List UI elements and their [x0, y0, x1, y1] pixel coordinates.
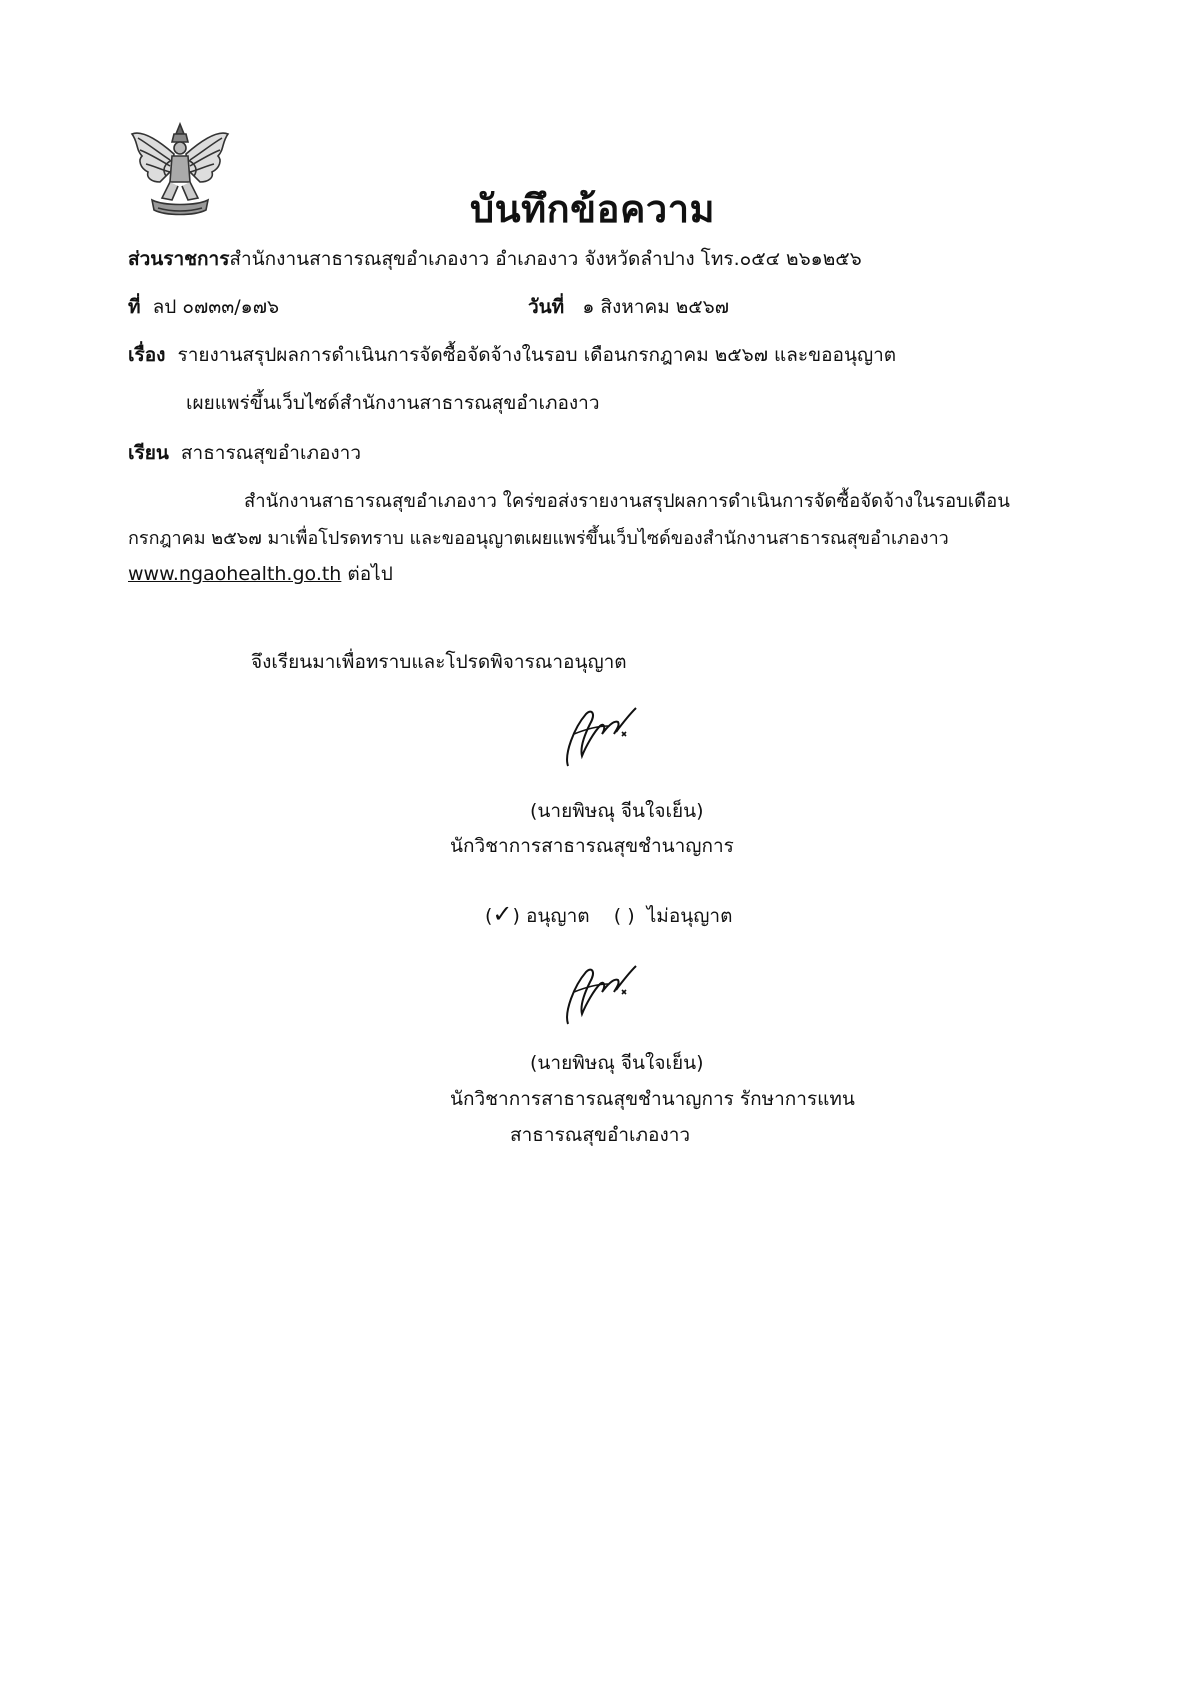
date-line — [528, 292, 729, 322]
agency-label: ส่วนราชการ — [128, 248, 230, 270]
agency-line — [128, 244, 862, 274]
recipient-line — [128, 438, 361, 468]
signature-1-name: (นายพิษณุ จีนใจเย็น) — [530, 800, 704, 822]
approve-option-close-paren: ) — [512, 905, 520, 927]
body-paragraph-line1: สำนักงานสาธารณสุขอำเภองาว ใคร่ขอส่งรายงานสรุปผลการดำเนินการจัดซื้อจัดจ้างในรอบเดือน — [244, 491, 1010, 512]
subject-line — [128, 340, 896, 370]
subject-label: เรื่อง — [128, 344, 166, 366]
signature-2-name: (นายพิษณุ จีนใจเย็น) — [530, 1052, 704, 1074]
approve-option-open-paren: ( — [485, 905, 493, 927]
reference-line — [128, 292, 279, 322]
subject-text-line1: รายงานสรุปผลการดำเนินการจัดซื้อจัดจ้างในรอบ เดือนกรกฎาคม ๒๕๖๗ และขออนุญาต — [177, 344, 897, 366]
approval-options — [485, 901, 732, 931]
date-value: ๑ สิงหาคม ๒๕๖๗ — [582, 296, 730, 318]
deny-option-box: ( ) — [613, 905, 635, 927]
body-paragraph-line3 — [128, 559, 393, 589]
garuda-emblem-icon — [128, 120, 232, 220]
signature-1-position: นักวิชาการสาธารณสุขชำนาญการ — [450, 835, 734, 857]
recipient-value: สาธารณสุขอำเภองาว — [180, 442, 361, 464]
body-paragraph-line2: กรกฎาคม ๒๕๖๗ มาเพื่อโปรดทราบ และขออนุญาตเผยแพร่ขึ้นเว็บไซด์ของสำนักงานสาธารณสุขอำเภองาว — [128, 528, 949, 549]
date-label: วันที่ — [528, 296, 565, 318]
reference-label: ที่ — [128, 296, 141, 318]
signature-1-image — [560, 704, 644, 772]
reference-value: ลป ๐๗๓๓/๑๗๖ — [152, 296, 280, 318]
signature-2-position-line2: สาธารณสุขอำเภองาว — [510, 1124, 691, 1146]
approve-option-label: อนุญาต — [526, 905, 590, 927]
deny-option-label: ไม่อนุญาต — [646, 905, 733, 927]
document-title: บันทึกข้อความ — [470, 187, 716, 231]
website-link[interactable]: www.ngaohealth.go.th — [128, 563, 342, 585]
signature-2-image — [560, 962, 644, 1030]
agency-value: สำนักงานสาธารณสุขอำเภองาว อำเภองาว จังหวัดลำปาง โทร.๐๕๔ ๒๖๑๒๕๖ — [229, 248, 862, 270]
closing-text: จึงเรียนมาเพื่อทราบและโปรดพิจารณาอนุญาต — [251, 651, 627, 673]
signature-2-position: นักวิชาการสาธารณสุขชำนาญการ รักษาการแทน — [450, 1088, 855, 1110]
recipient-label: เรียน — [128, 442, 169, 464]
subject-text-line2: เผยแพร่ขึ้นเว็บไซด์สำนักงานสาธารณสุขอำเภองาว — [186, 392, 600, 414]
approve-checkmark-icon: ✓ — [492, 900, 513, 928]
body-paragraph-end: ต่อไป — [347, 563, 393, 585]
